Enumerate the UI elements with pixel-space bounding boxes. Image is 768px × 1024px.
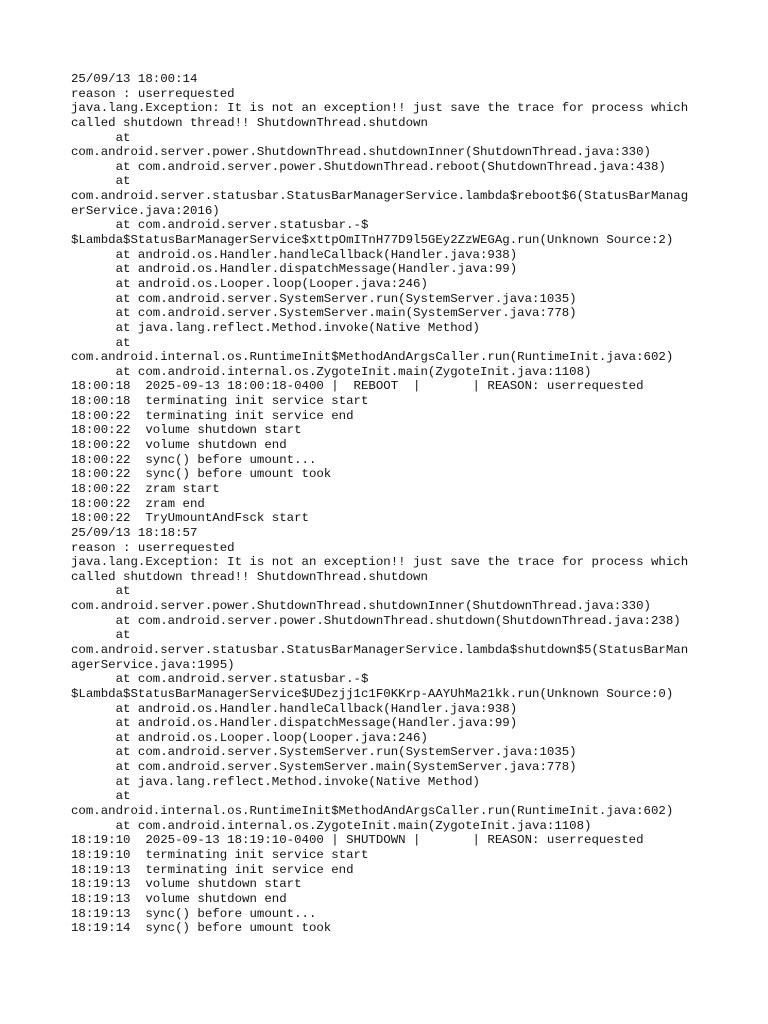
log-line: 25/09/13 18:00:14 (71, 72, 198, 86)
log-line: at com.android.server.statusbar.-$ (71, 672, 369, 687)
log-line: at (71, 584, 131, 599)
log-line: 18:19:13 volume shutdown start (71, 877, 302, 892)
log-line: 18:00:18 2025-09-13 18:00:18-0400 | REBOOT | | REASON: userrequested (71, 379, 644, 394)
log-line: 18:00:22 volume shutdown end (71, 438, 287, 453)
log-line: at com.android.server.SystemServer.run(SystemServer.java:1035) (71, 291, 577, 306)
log-line: at java.lang.reflect.Method.invoke(Native Method) (71, 320, 480, 335)
log-line: at com.android.server.SystemServer.run(SystemServer.java:1035) (71, 745, 577, 760)
log-line: 18:19:14 sync() before umount took (71, 921, 332, 936)
log-line: 18:00:22 sync() before umount... (71, 452, 317, 467)
log-line: at (71, 628, 131, 643)
log-line: at com.android.server.power.ShutdownThread.reboot(ShutdownThread.java:438) (71, 159, 666, 174)
log-line: reason : userrequested (71, 86, 235, 101)
log-line: at com.android.internal.os.ZygoteInit.main(ZygoteInit.java:1108) (71, 818, 592, 833)
log-line: com.android.server.power.ShutdownThread.shutdownInner(ShutdownThread.java:330) (71, 145, 651, 160)
log-line: at (71, 130, 131, 145)
log-line: reason : userrequested (71, 540, 235, 555)
log-line: at android.os.Looper.loop(Looper.java:246) (71, 730, 428, 745)
log-line: called shutdown thread!! ShutdownThread.shutdown (71, 115, 428, 130)
log-line: 25/09/13 18:18:57 (71, 525, 198, 540)
log-line: 18:19:13 terminating init service end (71, 862, 354, 877)
log-line: 18:19:10 2025-09-13 18:19:10-0400 | SHUTDOWN | | REASON: userrequested (71, 833, 644, 848)
log-line: at com.android.internal.os.ZygoteInit.main(ZygoteInit.java:1108) (71, 364, 592, 379)
log-line: 18:19:13 sync() before umount... (71, 906, 317, 921)
log-line: at android.os.Handler.handleCallback(Handler.java:938) (71, 247, 518, 262)
log-line: at android.os.Looper.loop(Looper.java:246) (71, 276, 428, 291)
log-line: at com.android.server.SystemServer.main(SystemServer.java:778) (71, 306, 577, 321)
log-line: com.android.server.statusbar.StatusBarManagerService.lambda$shutdown$5(StatusBarMan (71, 642, 689, 657)
log-line: at com.android.server.SystemServer.main(SystemServer.java:778) (71, 760, 577, 775)
log-line: java.lang.Exception: It is not an exception!! just save the trace for process which (71, 555, 689, 570)
log-document (71, 72, 711, 936)
log-line: 18:00:22 terminating init service end (71, 408, 354, 423)
log-line: java.lang.Exception: It is not an exception!! just save the trace for process which (71, 101, 689, 116)
log-line: com.android.server.power.ShutdownThread.shutdownInner(ShutdownThread.java:330) (71, 599, 651, 614)
log-line: 18:00:22 zram end (71, 496, 205, 511)
log-line: at android.os.Handler.dispatchMessage(Handler.java:99) (71, 716, 518, 731)
log-line: 18:00:22 zram start (71, 481, 220, 496)
log-line: at (71, 789, 131, 804)
log-line: called shutdown thread!! ShutdownThread.shutdown (71, 569, 428, 584)
log-line: 18:00:22 volume shutdown start (71, 423, 302, 438)
log-line: $Lambda$StatusBarManagerService$UDezjj1c1F0KKrp-AAYUhMa21kk.run(Unknown Source:0) (71, 686, 674, 701)
log-line: at (71, 174, 131, 189)
log-line: 18:00:22 TryUmountAndFsck start (71, 511, 309, 526)
log-line: com.android.internal.os.RuntimeInit$MethodAndArgsCaller.run(RuntimeInit.java:602) (71, 804, 674, 819)
log-line: 18:19:10 terminating init service start (71, 847, 369, 862)
log-line: com.android.server.statusbar.StatusBarManagerService.lambda$reboot$6(StatusBarManag (71, 189, 689, 204)
log-line: com.android.internal.os.RuntimeInit$MethodAndArgsCaller.run(RuntimeInit.java:602) (71, 350, 674, 365)
log-line: erService.java:2016) (71, 203, 220, 218)
log-line: at com.android.server.power.ShutdownThread.shutdown(ShutdownThread.java:238) (71, 613, 681, 628)
log-line: at java.lang.reflect.Method.invoke(Native Method) (71, 774, 480, 789)
log-line: at android.os.Handler.handleCallback(Handler.java:938) (71, 701, 518, 716)
log-line: agerService.java:1995) (71, 657, 235, 672)
log-line: at (71, 335, 131, 350)
log-line: 18:00:18 terminating init service start (71, 394, 369, 409)
log-line: 18:19:13 volume shutdown end (71, 891, 287, 906)
log-line: 18:00:22 sync() before umount took (71, 467, 332, 482)
log-line: at com.android.server.statusbar.-$ (71, 218, 369, 233)
log-line: $Lambda$StatusBarManagerService$xttpOmITnH77D9l5GEy2ZzWEGAg.run(Unknown Source:2) (71, 233, 674, 248)
log-line: at android.os.Handler.dispatchMessage(Handler.java:99) (71, 262, 518, 277)
